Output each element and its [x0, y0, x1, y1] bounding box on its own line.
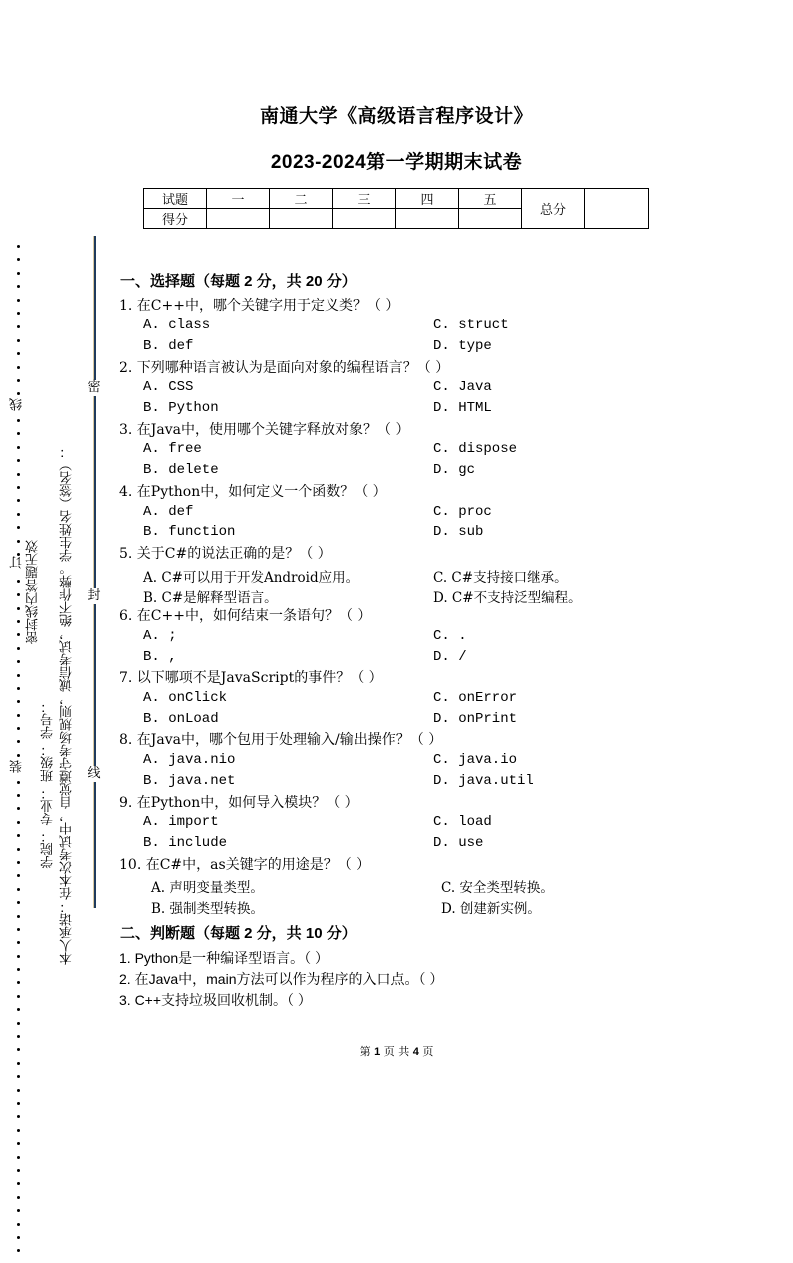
total-pages: 4 [412, 1046, 419, 1058]
option-d: D. sub [433, 524, 484, 540]
section-heading-true-false: 二、判断题（每题 2 分，共 10 分） [120, 925, 357, 942]
question-stem: 9. 在Python中，如何导入模块？（ ） [119, 795, 359, 811]
page-prefix: 第 [359, 1045, 371, 1058]
column-header-2: 二 [270, 189, 333, 209]
score-cell-3 [333, 209, 396, 229]
question-stem: 8. 在Java中，哪个包用于处理输入/输出操作？（ ） [119, 732, 443, 748]
exam-title: 南通大学《高级语言程序设计》 [259, 106, 533, 127]
option-a: A. onClick [143, 690, 228, 706]
row-label-questions: 试题 [144, 189, 207, 209]
page-footer [0, 1043, 793, 1059]
seal-char-xian: 线 [87, 766, 101, 781]
dotted-label-mount: 装 [10, 760, 25, 773]
option-d: D. C#不支持泛型编程。 [433, 590, 582, 606]
score-table [143, 188, 649, 229]
option-a: A. class [143, 317, 211, 333]
column-header-1: 一 [207, 189, 270, 209]
student-info-line: 学院： 专业： 班级： 学号： [41, 700, 56, 869]
option-a: A. ; [143, 628, 177, 644]
question-stem: 4. 在Python中，如何定义一个函数？（ ） [119, 484, 387, 500]
seal-char-mi: 密 [87, 380, 101, 395]
option-d: D. use [433, 835, 484, 851]
total-label: 总分 [522, 189, 585, 229]
option-b: B. Python [143, 400, 219, 416]
page-number: 1 [374, 1046, 381, 1058]
true-false-item: 1. Python是一种编译型语言。（ ） [119, 950, 330, 966]
option-d: D. onPrint [433, 711, 518, 727]
exam-subtitle: 2023-2024第一学期期末试卷 [270, 152, 523, 173]
column-header-3: 三 [333, 189, 396, 209]
true-false-item: 2. 在Java中，main方法可以作为程序的入口点。（ ） [119, 971, 444, 987]
option-a: A. 声明变量类型。 [151, 880, 264, 896]
option-d: D. 创建新实例。 [441, 901, 541, 917]
option-b: B. java.net [143, 773, 236, 789]
true-false-item: 3. C++支持垃圾回收机制。（ ） [119, 992, 312, 1008]
option-c: C. struct [433, 317, 509, 333]
honesty-pledge: 本人承诺：在本次考试中，自觉遵守考场规则，诚信考试，绝不作弊。学生姓名（签名）： [60, 445, 75, 965]
option-b: B. function [143, 524, 236, 540]
option-c: C. 安全类型转换。 [441, 880, 554, 896]
binding-notice: 密封线内答题无效 [26, 540, 41, 644]
option-a: A. def [143, 504, 194, 520]
score-cell-2 [270, 209, 333, 229]
page-suffix: 页 [422, 1045, 434, 1058]
question-stem: 6. 在C++中，如何结束一条语句？（ ） [119, 608, 372, 624]
option-a: A. free [143, 441, 202, 457]
score-cell-4 [396, 209, 459, 229]
option-b: B. def [143, 338, 194, 354]
question-stem: 2. 下列哪种语言被认为是面向对象的编程语言？（ ） [119, 360, 450, 376]
option-a: A. CSS [143, 379, 194, 395]
option-c: C. dispose [433, 441, 518, 457]
option-b: B. 强制类型转换。 [151, 901, 265, 917]
option-c: C. proc [433, 504, 492, 520]
dotted-label-bind: 订 [10, 556, 25, 569]
score-cell-5 [459, 209, 522, 229]
question-stem: 3. 在Java中，使用哪个关键字释放对象？（ ） [119, 422, 410, 438]
option-a: A. java.nio [143, 752, 236, 768]
option-c: C. onError [433, 690, 518, 706]
row-label-score: 得分 [144, 209, 207, 229]
section-heading-multiple-choice: 一、选择题（每题 2 分，共 20 分） [120, 273, 357, 290]
option-a: A. C#可以用于开发Android应用。 [143, 570, 360, 586]
option-b: B. delete [143, 462, 219, 478]
option-c: C. . [433, 628, 467, 644]
seal-line [93, 236, 96, 908]
dotted-label-line: 线 [10, 398, 25, 411]
option-c: C. Java [433, 379, 492, 395]
option-d: D. gc [433, 462, 476, 478]
option-b: B. , [143, 649, 177, 665]
option-a: A. import [143, 814, 219, 830]
score-cell-1 [207, 209, 270, 229]
option-c: C. C#支持接口继承。 [433, 570, 568, 586]
option-d: D. / [433, 649, 467, 665]
question-stem: 1. 在C++中，哪个关键字用于定义类？（ ） [119, 298, 400, 314]
column-header-5: 五 [459, 189, 522, 209]
question-stem: 7. 以下哪项不是JavaScript的事件？（ ） [119, 670, 383, 686]
option-b: B. onLoad [143, 711, 219, 727]
option-b: B. C#是解释型语言。 [143, 590, 278, 606]
option-c: C. load [433, 814, 492, 830]
option-d: D. HTML [433, 400, 492, 416]
seal-char-feng: 封 [87, 588, 101, 603]
total-score-cell [585, 189, 649, 229]
question-stem: 5. 关于C#的说法正确的是？（ ） [119, 546, 332, 562]
option-d: D. type [433, 338, 492, 354]
option-d: D. java.util [433, 773, 534, 789]
page-mid: 页 共 [383, 1045, 410, 1058]
option-c: C. java.io [433, 752, 518, 768]
option-b: B. include [143, 835, 228, 851]
question-stem: 10. 在C#中，as关键字的用途是？（ ） [119, 857, 371, 873]
column-header-4: 四 [396, 189, 459, 209]
